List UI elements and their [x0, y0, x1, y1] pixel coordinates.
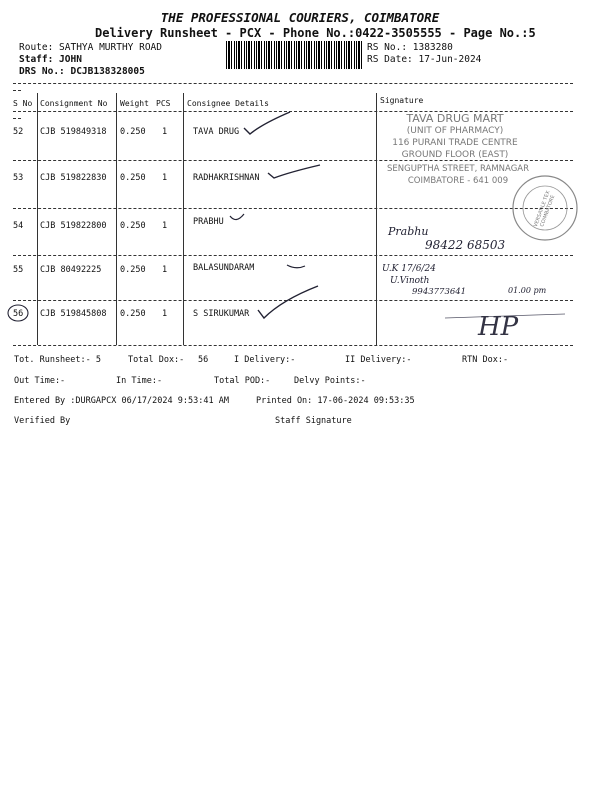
entered-by: Entered By :DURGAPCX 06/17/2024 9:53:41 AM	[14, 396, 229, 406]
stamp-line-3: 116 PURANI TRADE CENTRE	[392, 138, 518, 148]
handwritten-signature: HP	[478, 312, 519, 342]
staff-label: Staff: JOHN	[19, 54, 82, 65]
row-consignee: PRABHU	[193, 217, 224, 227]
runsheet-subtitle: Delivery Runsheet - PCX - Phone No.:0422-3505555 - Page No.:5	[95, 26, 536, 40]
row-weight: 0.250	[120, 265, 146, 275]
stamp-line-5: SENGUPTHA STREET, RAMNAGAR	[386, 164, 530, 174]
row-sno: 53	[13, 173, 24, 183]
circled-number	[8, 305, 28, 321]
printed-on: Printed On: 17-06-2024 09:53:35	[256, 396, 415, 406]
handwritten-phone: 98422 68503	[425, 238, 506, 252]
row-consignee: S SIRUKUMAR	[193, 309, 250, 319]
in-time: In Time:-	[116, 376, 163, 386]
route-label: Route: SATHYA MURTHY ROAD	[19, 42, 162, 53]
col-sno: S No	[13, 99, 33, 108]
row-consignment: CJB 519849318	[40, 127, 107, 137]
tick-mark	[268, 165, 320, 178]
rs-date: RS Date: 17-Jun-2024	[367, 54, 482, 65]
row-pcs: 1	[162, 127, 168, 137]
handwritten-note: U.Vinoth	[390, 276, 430, 286]
stamp-line-6: COIMBATORE - 641 009	[407, 176, 509, 186]
col-consignment: Consignment No	[40, 99, 108, 108]
col-pcs: PCS	[156, 99, 171, 108]
row-sno: 55	[13, 265, 24, 275]
handwritten-name: Prabhu	[388, 225, 429, 238]
staff-signature: Staff Signature	[275, 416, 352, 426]
tot-runsheet: Tot. Runsheet:- 5	[14, 355, 101, 365]
row-pcs: 1	[162, 173, 168, 183]
row-consignee: RADHAKRISHNAN	[193, 173, 260, 183]
out-time: Out Time:-	[14, 376, 66, 386]
drs-label: DRS No.: DCJB138328005	[19, 66, 145, 77]
delvy-points: Delvy Points:-	[294, 376, 366, 386]
row-consignment: CJB 519845808	[40, 309, 107, 319]
tick-mark	[244, 112, 290, 134]
verified-by: Verified By	[14, 416, 71, 426]
row-weight: 0.250	[120, 173, 146, 183]
row-weight: 0.250	[120, 221, 146, 231]
tick-mark	[230, 214, 244, 220]
stamp-line-2: (UNIT OF PHARMACY)	[406, 126, 504, 136]
row-pcs: 1	[162, 265, 168, 275]
handwritten-time: 01.00 pm	[508, 286, 547, 295]
tick-mark	[258, 286, 318, 318]
row-pcs: 1	[162, 221, 168, 231]
col-weight: Weight	[120, 99, 149, 108]
stamp-line-4: GROUND FLOOR (EAST)	[401, 150, 509, 160]
row-consignment: CJB 519822800	[40, 221, 107, 231]
row-weight: 0.250	[120, 127, 146, 137]
row-sno: 52	[13, 127, 24, 137]
total-dox-value: 56	[198, 355, 209, 365]
row-sno: 54	[13, 221, 24, 231]
total-pod: Total POD:-	[214, 376, 271, 386]
row-consignment: CJB 519822830	[40, 173, 107, 183]
rs-number: RS No.: 1383280	[367, 42, 453, 53]
col-consignee-details: Consignee Details	[187, 99, 269, 108]
i-delivery: I Delivery:-	[234, 355, 296, 365]
rtn-dox: RTN Dox:-	[462, 355, 509, 365]
row-pcs: 1	[162, 309, 168, 319]
col-signature: Signature	[380, 96, 424, 105]
round-stamp-text: VERSATILE TEX COIMBATORE	[532, 190, 557, 228]
handwritten-note: U.K 17/6/24	[382, 264, 436, 274]
stamp-line-1: TAVA DRUG MART	[406, 112, 504, 125]
company-title: THE PROFESSIONAL COURIERS, COIMBATORE	[160, 10, 440, 25]
tick-mark	[287, 265, 305, 268]
ii-delivery: II Delivery:-	[345, 355, 412, 365]
row-weight: 0.250	[120, 309, 146, 319]
handwritten-note: 9943773641	[412, 287, 467, 297]
row-consignee: TAVA DRUG	[193, 127, 240, 137]
total-dox-label: Total Dox:-	[128, 355, 185, 365]
row-sno: 56	[13, 309, 24, 319]
row-consignment: CJB 80492225	[40, 265, 102, 275]
row-consignee: BALASUNDARAM	[193, 263, 255, 273]
